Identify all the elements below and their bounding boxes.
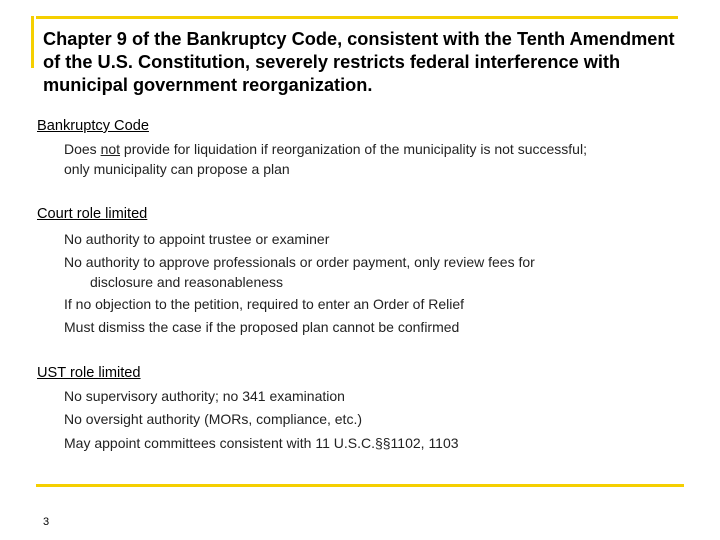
- bullet-committees: May appoint committees consistent with 11 U.S.C.§§1102, 1103: [64, 435, 459, 451]
- bullet-no-supervisory: No supervisory authority; no 341 examination: [64, 388, 345, 404]
- bullet-text-emphasis: not: [100, 141, 121, 157]
- section-heading-court-role: Court role limited: [37, 206, 148, 222]
- accent-line-top: [36, 16, 678, 19]
- bullet-order-of-relief: If no objection to the petition, required to enter an Order of Relief: [64, 296, 465, 312]
- bullet-no-trustee: No authority to appoint trustee or examiner: [64, 231, 330, 247]
- bullet-text-post: provide for liquidation if reorganization of the municipality is not successful;: [120, 141, 587, 157]
- bullet-liquidation: [64, 141, 587, 157]
- bullet-no-professionals: No authority to approve professionals or order payment, only review fees for: [64, 254, 535, 270]
- section-heading-bankruptcy-code: Bankruptcy Code: [37, 118, 149, 134]
- bullet-no-professionals-line2: disclosure and reasonableness: [90, 274, 284, 290]
- slide-title: Chapter 9 of the Bankruptcy Code, consistent with the Tenth Amendment of the U.S. Constitution, severely restricts federal interference with municipal government reorganization.: [43, 29, 675, 95]
- section-heading-ust-role: UST role limited: [37, 365, 141, 381]
- bullet-no-oversight: No oversight authority (MORs, compliance, etc.): [64, 411, 362, 427]
- bullet-liquidation-line2: only municipality can propose a plan: [64, 161, 290, 177]
- accent-line-left: [31, 16, 34, 68]
- page-number: 3: [43, 516, 50, 528]
- bullet-text-pre: Does: [64, 141, 101, 157]
- accent-line-bottom: [36, 484, 684, 487]
- bullet-dismiss-case: Must dismiss the case if the proposed plan cannot be confirmed: [64, 319, 460, 335]
